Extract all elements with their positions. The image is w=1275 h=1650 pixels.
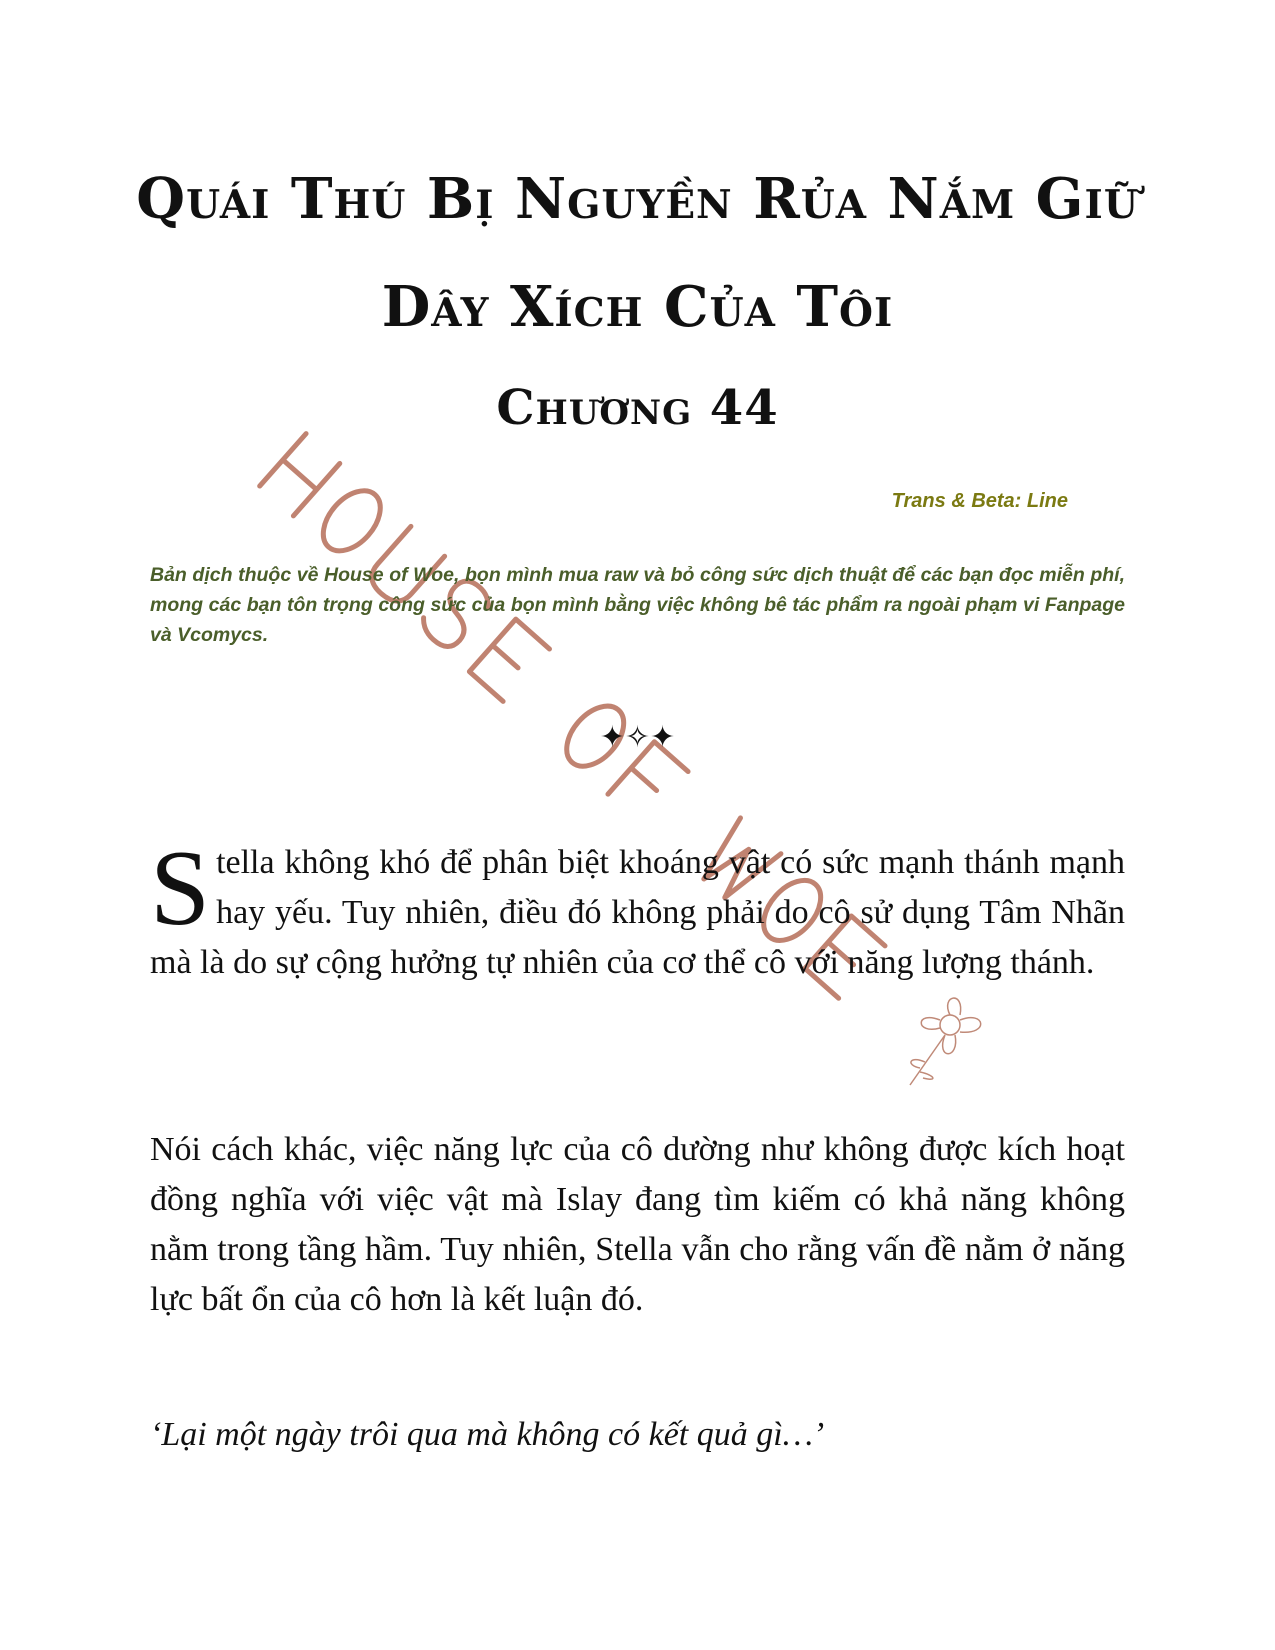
paragraph-2: Nói cách khác, việc năng lực của cô dường như không được kích hoạt đồng nghĩa với việc vật mà Islay đang tìm kiếm có khả năng không nằm trong tầng hầm. Tuy nhiên, Stella vẫn cho rằng vấn đề nằm ở năng lực bất ổn của cô hơn là kết luận đó. bbox=[150, 1131, 1125, 1318]
paragraph-3-thought: ‘Lại một ngày trôi qua mà không có kết quả gì…’ bbox=[150, 1416, 825, 1453]
book-title-line2: Dây Xích Của Tôi bbox=[381, 274, 894, 340]
translator-credit: Trans & Beta: Line bbox=[891, 490, 1068, 512]
section-divider-icon: ✦✧✦ bbox=[599, 721, 676, 754]
watermark-letter bbox=[312, 480, 391, 562]
paragraph-1 bbox=[150, 829, 1125, 988]
paragraph-1-text: tella không khó để phân biệt khoáng vật có sức mạnh thánh mạnh hay yếu. Tuy nhiên, điều đó không phải do cô sử dụng Tâm Nhãn mà là do sự cộng hưởng tự nhiên của cơ thể cô với năng lượng thánh. bbox=[150, 844, 1125, 981]
watermark-letter bbox=[260, 434, 340, 516]
drop-cap: S bbox=[150, 829, 211, 948]
flower-watermark-icon bbox=[890, 990, 1000, 1090]
copyright-notice: Bản dịch thuộc về House of Woe, bọn mình mua raw và bỏ công sức dịch thuật để các bạn đọc miễn phí, mong các bạn tôn trọng công sức của bọn mình bằng việc không bê tác phẩm ra ngoài phạm vi Fanpage và Vcomycs. bbox=[150, 564, 1125, 646]
chapter-title: Chương 44 bbox=[496, 380, 779, 436]
book-title-line1: Quái Thú Bị Nguyền Rủa Nắm Giữ bbox=[136, 166, 1139, 232]
book-title bbox=[0, 145, 1275, 361]
